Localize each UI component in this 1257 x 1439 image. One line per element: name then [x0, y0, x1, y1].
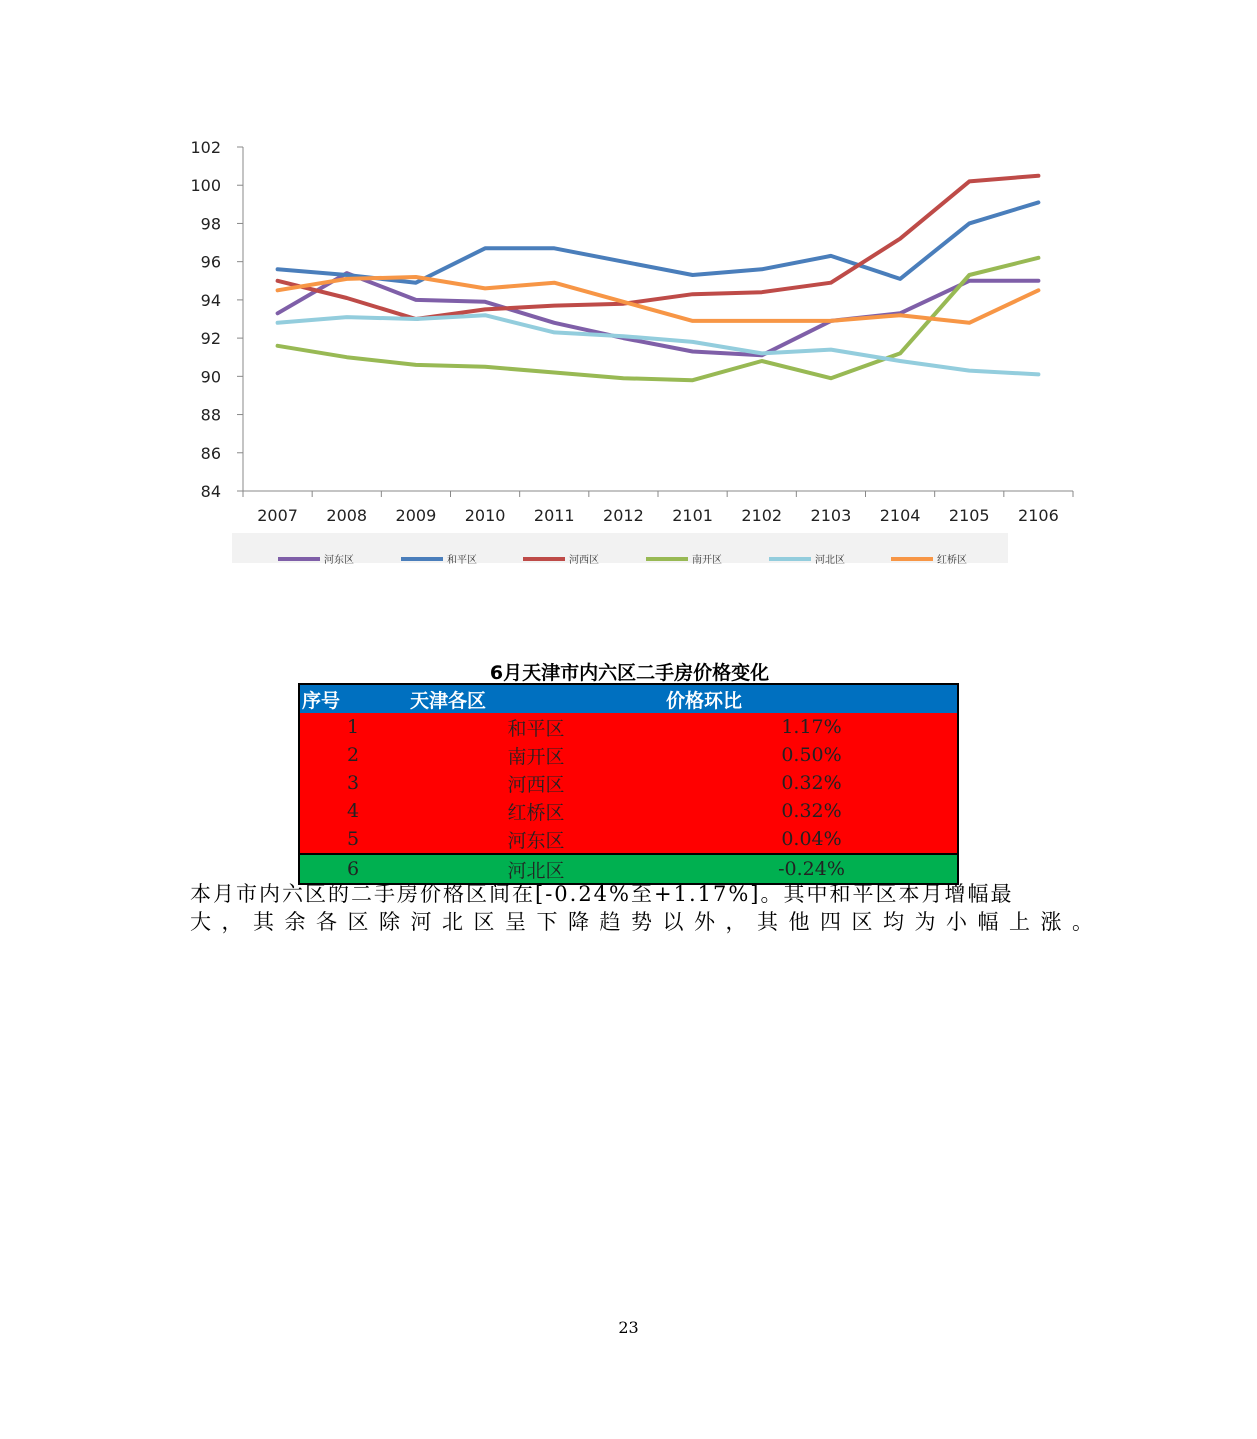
row-district: 红桥区 [406, 797, 666, 825]
page-number: 23 [618, 1318, 639, 1337]
table-row [299, 713, 958, 741]
series-line-河西区 [278, 176, 1039, 319]
x-tick-label: 2007 [257, 506, 298, 525]
x-tick-label: 2104 [879, 506, 921, 525]
row-district: 河东区 [406, 825, 666, 854]
y-tick-label: 86 [200, 443, 221, 463]
y-tick-label: 96 [200, 252, 221, 272]
table-row [299, 797, 958, 825]
row-no: 6 [299, 854, 406, 884]
y-tick-label: 94 [200, 290, 221, 310]
x-tick-label: 2009 [395, 506, 437, 525]
row-change: 0.32% [666, 797, 958, 825]
table-header-row [299, 684, 958, 713]
x-tick-label: 2012 [603, 506, 644, 525]
header-no: 序号 [299, 684, 406, 713]
row-change: 1.17% [666, 713, 958, 741]
legend-label: 河北区 [815, 555, 845, 566]
series-line-河东区 [278, 273, 1039, 355]
x-tick-label: 2011 [533, 506, 575, 525]
table-row [299, 741, 958, 769]
row-no: 2 [299, 741, 406, 769]
y-tick-label: 100 [190, 176, 221, 196]
row-change: 0.50% [666, 741, 958, 769]
y-tick-label: 90 [200, 367, 221, 387]
y-tick-label: 84 [200, 482, 221, 501]
summary-line-2: 大，其余各区除河北区呈下降趋势以外，其他四区均为小幅上涨。 [190, 910, 1104, 934]
summary-line-1: 本月市内六区的二手房价格区间在[-0.24%至+1.17%]。其中和平区本月增幅最 [190, 882, 1014, 906]
row-no: 4 [299, 797, 406, 825]
row-change: -0.24% [666, 854, 958, 884]
y-tick-label: 88 [200, 405, 221, 425]
row-no: 3 [299, 769, 406, 797]
legend-label: 和平区 [447, 555, 477, 566]
row-district: 南开区 [406, 741, 666, 769]
row-no: 5 [299, 825, 406, 854]
x-tick-label: 2106 [1018, 506, 1059, 525]
x-tick-label: 2103 [810, 506, 852, 525]
y-tick-label: 92 [200, 329, 221, 349]
header-district: 天津各区 [406, 684, 666, 713]
row-district: 河北区 [406, 854, 666, 884]
row-no: 1 [299, 713, 406, 741]
y-tick-label: 98 [200, 214, 221, 234]
table-row [299, 825, 958, 854]
x-tick-label: 2008 [326, 506, 368, 525]
y-tick-label: 102 [190, 138, 221, 157]
x-tick-label: 2101 [672, 506, 713, 525]
x-tick-label: 2010 [464, 506, 506, 525]
header-change: 价格环比 [666, 684, 958, 713]
price-change-table [298, 683, 959, 885]
legend-label: 河西区 [569, 555, 599, 566]
price-index-line-chart [0, 0, 1257, 600]
legend-label: 南开区 [692, 555, 722, 566]
legend-label: 河东区 [324, 555, 354, 566]
x-tick-label: 2102 [741, 506, 783, 525]
series-line-和平区 [278, 202, 1039, 282]
row-district: 河西区 [406, 769, 666, 797]
table-row [299, 769, 958, 797]
row-change: 0.04% [666, 825, 958, 854]
row-district: 和平区 [406, 713, 666, 741]
row-change: 0.32% [666, 769, 958, 797]
table-title: 6月天津市内六区二手房价格变化 [489, 662, 770, 684]
x-tick-label: 2105 [948, 506, 990, 525]
summary-paragraph [190, 880, 1104, 936]
legend-label: 红桥区 [937, 555, 967, 566]
